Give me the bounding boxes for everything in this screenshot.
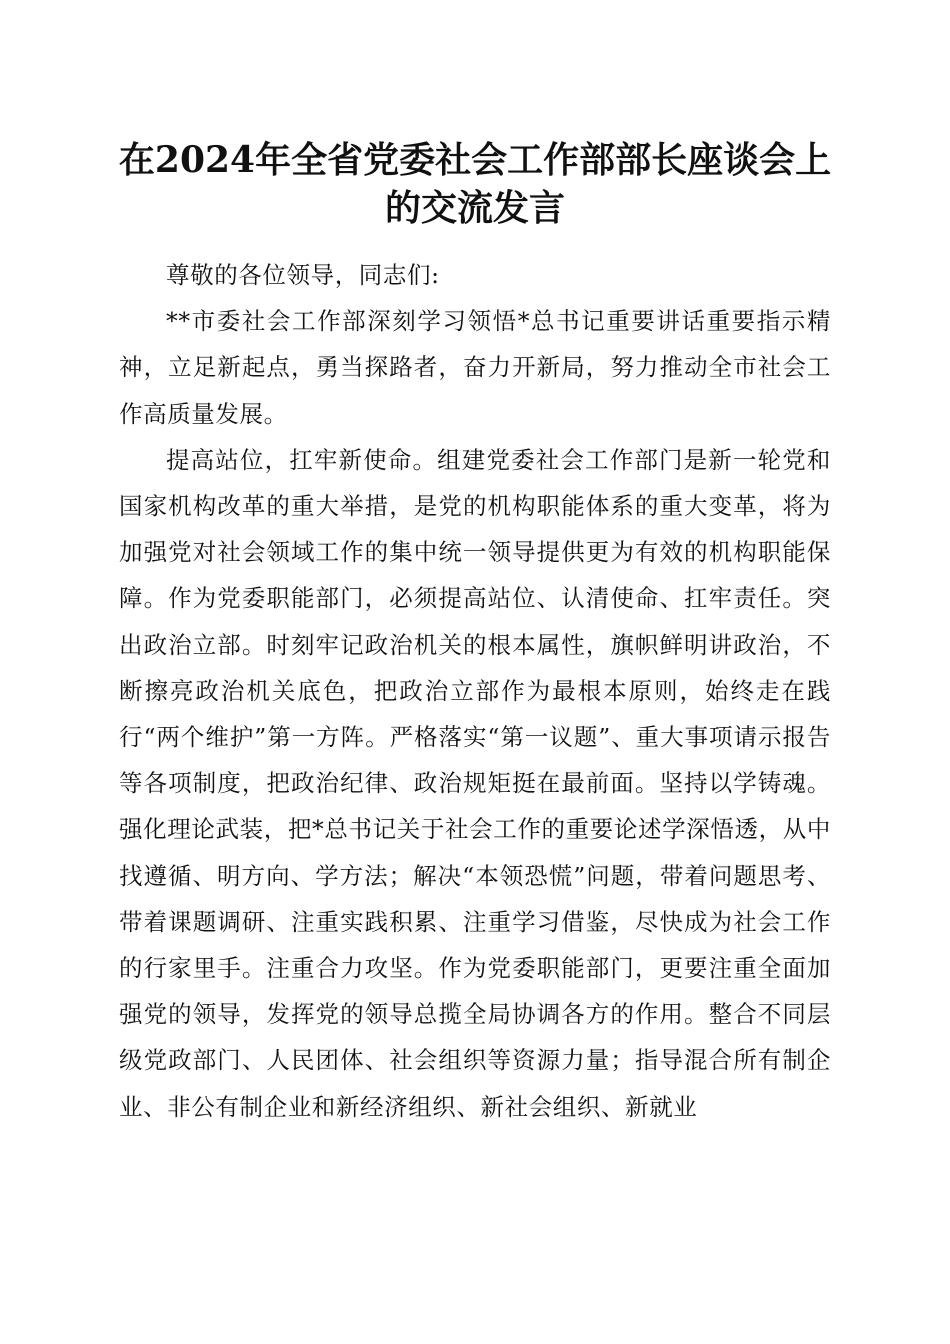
greeting-paragraph: 尊敬的各位领导，同志们: xyxy=(166,261,440,289)
document-title: 在2024年全省党委社会工作部部长座谈会上的交流发言 xyxy=(118,139,832,229)
intro-paragraph: **市委社会工作部深刻学习领悟*总书记重要讲话重要指示精神，立足新起点，勇当探路者，奋力开新局，努力推动全市社会工作高质量发展。 xyxy=(119,307,831,428)
body-paragraph: 提高站位，扛牢新使命。组建党委社会工作部门是新一轮党和国家机构改革的重大举措，是党的机构职能体系的重大变革，将为加强党对社会领域工作的集中统一领导提供更为有效的机构职能保障。作为党委职能部门，必须提高站位、认清使命、扛牢责任。突出政治立部。时刻牢记政治机关的根本属性，旗帜鲜明讲政治，不断擦亮政治机关底色，把政治立部作为最根本原则，始终走在践行“两个维护”第一方阵。严格落实“第一议题”、重大事项请示报告等各项制度，把政治纪律、政治规矩挺在最前面。坚持以学铸魂。强化理论武装，把*总书记关于社会工作的重要论述学深悟透，从中找遵循、明方向、学方法；解决“本领恐慌”问题，带着问题思考、带着课题调研、注重实践积累、注重学习借鉴，尽快成为社会工作的行家里手。注重合力攻坚。作为党委职能部门，更要注重全面加强党的领导，发挥党的领导总揽全局协调各方的作用。整合不同层级党政部门、人民团体、社会组织等资源力量；指导混合所有制企业、非公有制企业和新经济组织、新社会组织、新就业 xyxy=(119,445,831,1121)
document-body xyxy=(119,252,831,1130)
